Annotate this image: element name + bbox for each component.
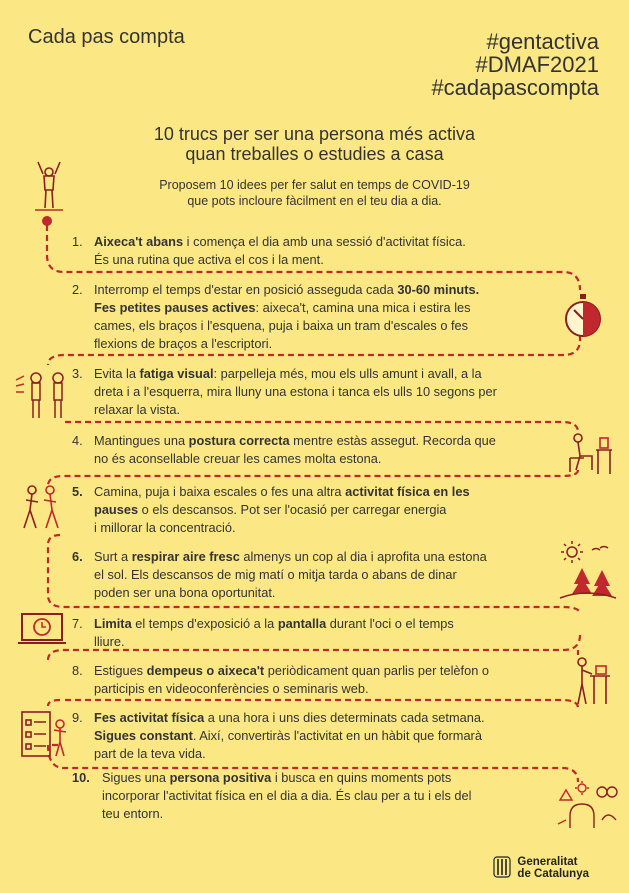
tip-number: 5. — [72, 484, 83, 499]
tip-text — [94, 432, 562, 468]
tip-line: Fes activitat física a una hora i uns dies determinats cada setmana. — [94, 710, 485, 725]
hashtag: #cadapascompta — [431, 75, 599, 100]
tip-text — [94, 233, 562, 269]
tip-line: dreta i a l'esquerra, mira lluny una estona i tanca els ulls 10 segons per — [94, 384, 497, 399]
tip-number: 7. — [72, 616, 83, 631]
tip-line: Interromp el temps d'estar en posició asseguda cada 30-60 minuts. — [94, 282, 480, 297]
walking-people-icon — [22, 484, 64, 532]
tip-number: 3. — [72, 366, 83, 381]
generalitat-logo: Generalitat de Catalunya — [517, 856, 589, 880]
tip-line: Fes petites pauses actives: aixeca't, camina una mica i estira les — [94, 300, 471, 315]
stopwatch-icon — [562, 292, 604, 342]
tip-line: És una rutina que activa el cos i la ment. — [94, 252, 324, 267]
tip-6 — [72, 548, 562, 602]
person-stretching-icon — [32, 160, 66, 216]
tip-line: i millorar la concentració. — [94, 520, 236, 535]
tip-line: relaxar la vista. — [94, 402, 181, 417]
sun-trees-icon — [556, 540, 618, 600]
hashtag: #DMAF2021 — [475, 52, 599, 77]
tip-line: part de la teva vida. — [94, 746, 206, 761]
brand-slogan: Cada pas compta — [28, 26, 185, 48]
desk-posture-icon — [566, 432, 614, 476]
checklist-icon — [18, 708, 70, 760]
tip-5 — [72, 483, 562, 537]
tip-2 — [72, 281, 562, 353]
tip-text — [102, 769, 552, 823]
tip-text — [94, 483, 562, 537]
tip-line: Sigues constant. Així, convertiràs l'activitat en un hàbit que formarà — [94, 728, 482, 743]
tip-text — [94, 615, 562, 651]
tip-line: Estigues dempeus o aixeca't periòdicament quan parlis per telèfon o — [94, 663, 489, 678]
tip-line: Aixeca't abans i comença el dia amb una sessió d'activitat física. — [94, 234, 466, 249]
tip-line: teu entorn. — [102, 806, 164, 821]
generalitat-emblem-icon — [492, 855, 512, 880]
tip-number: 6. — [72, 549, 83, 564]
tip-1 — [72, 233, 562, 269]
tip-3 — [72, 365, 572, 419]
tip-line: Evita la fatiga visual: parpelleja més, mou els ulls amunt i avall, a la — [94, 366, 482, 381]
page-title: 10 trucs per ser una persona més activa quan treballes o estudies a casa — [153, 124, 476, 164]
tip-text — [94, 709, 562, 763]
tip-line: Surt a respirar aire fresc almenys un cop al dia i aprofita una estona — [94, 549, 487, 564]
tip-number: 9. — [72, 710, 83, 725]
tip-line: no és aconsellable creuar les cames molta estona. — [94, 451, 382, 466]
tip-line: Limita el temps d'exposició a la pantalla durant l'oci o el temps — [94, 616, 454, 631]
hashtag: #gentactiva — [486, 29, 599, 54]
tip-line: Camina, puja i baixa escales o fes una altra activitat física en les — [94, 484, 470, 499]
laptop-clock-icon — [18, 612, 66, 646]
tip-line: cames, els braços i l'esquena, puja i baixa un tram d'escales o fes — [94, 318, 469, 333]
intro-text: Proposem 10 idees per fer salut en temps de COVID-19 que pots incloure fàcilment en el teu dia a dia. — [159, 178, 470, 208]
tip-line: poden ser una bona oportunitat. — [94, 585, 276, 600]
tip-line: Mantingues una postura correcta mentre estàs assegut. Recorda que — [94, 433, 496, 448]
tip-number: 4. — [72, 433, 83, 448]
tip-text — [94, 365, 572, 419]
tip-text — [94, 662, 562, 698]
eye-exercise-icon — [14, 368, 72, 420]
positive-activities-icon — [556, 780, 620, 830]
tip-number: 10. — [72, 770, 90, 785]
tip-7 — [72, 615, 562, 651]
standing-desk-icon — [572, 656, 612, 706]
tip-line: pauses o els descansos. Pot ser l'ocasió per carregar energia — [94, 502, 447, 517]
tip-line: el sol. Els descansos de mig matí o mitja tarda o abans de dinar — [94, 567, 457, 582]
tip-number: 1. — [72, 234, 83, 249]
tip-line: flexions de braços a l'escriptori. — [94, 336, 273, 351]
tip-number: 8. — [72, 663, 83, 678]
tip-line: participis en videoconferències o seminaris web. — [94, 681, 369, 696]
tip-line: incorporar l'activitat física en el dia a dia. És clau per a tu i els del — [102, 788, 472, 803]
tip-text — [94, 281, 562, 353]
tip-line: Sigues una persona positiva i busca en quins moments pots — [102, 770, 452, 785]
tip-number: 2. — [72, 282, 83, 297]
tip-10 — [72, 769, 552, 823]
tip-9 — [72, 709, 562, 763]
tip-4 — [72, 432, 562, 468]
tip-8 — [72, 662, 562, 698]
tip-line: lliure. — [94, 634, 125, 649]
tip-text — [94, 548, 562, 602]
